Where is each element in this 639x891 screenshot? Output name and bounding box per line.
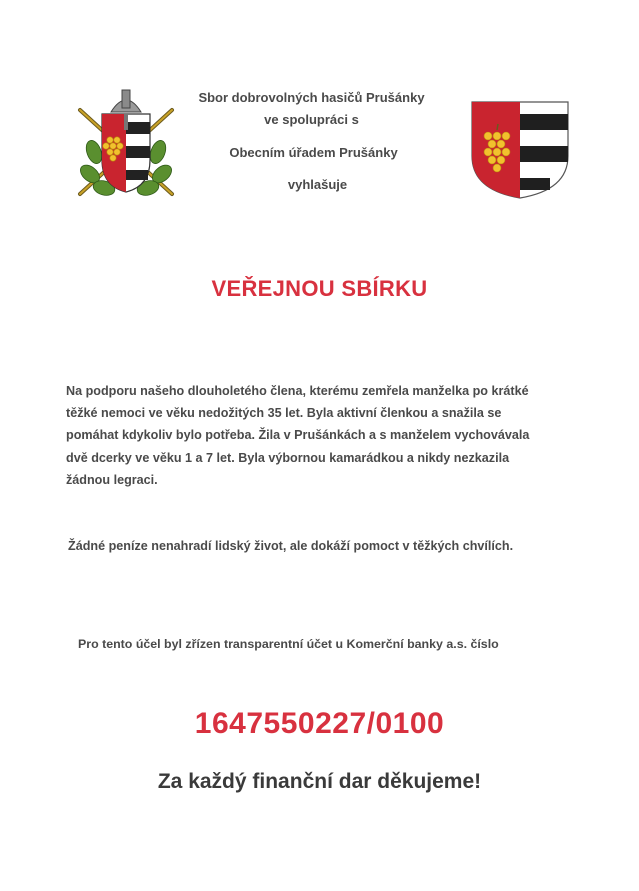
- paragraph-line: pomáhat kdykoliv bylo potřeba. Žila v Prušánkách a s manželem vychovávala: [66, 428, 530, 443]
- account-number: 1647550227/0100: [194, 707, 445, 740]
- header-line-municipality: Obecním úřadem Prušánky: [229, 145, 398, 160]
- paragraph-line: těžké nemoci ve věku nedožitých 35 let. Byla aktivní členkou a snažila se: [66, 406, 502, 421]
- account-note: Pro tento účel byl zřízen transparentní účet u Komerční banky a.s. číslo: [78, 637, 499, 651]
- paragraph-line: Na podporu našeho dlouholetého člena, kterému zemřela manželka po krátké: [66, 384, 529, 398]
- municipality-coat-of-arms-icon: [470, 100, 570, 200]
- thanks-text: Za každý finanční dar děkujeme!: [157, 770, 482, 793]
- header-line-organization: Sbor dobrovolných hasičů Prušánky: [198, 90, 425, 105]
- appeal-paragraph: [66, 380, 576, 491]
- header-line-cooperation: ve spolupráci s: [264, 112, 359, 127]
- paragraph-line: žádnou legraci.: [66, 472, 158, 487]
- paragraph-line: dvě dcerky ve věku 1 a 7 let. Byla výbornou kamarádkou a nikdy nezkazila: [66, 450, 510, 465]
- quote-text: Žádné peníze nenahradí lidský život, ale dokáží pomoct v těžkých chvílích.: [68, 539, 514, 553]
- header-line-announces: vyhlašuje: [287, 177, 348, 192]
- page-title: VEŘEJNOU SBÍRKU: [211, 276, 428, 301]
